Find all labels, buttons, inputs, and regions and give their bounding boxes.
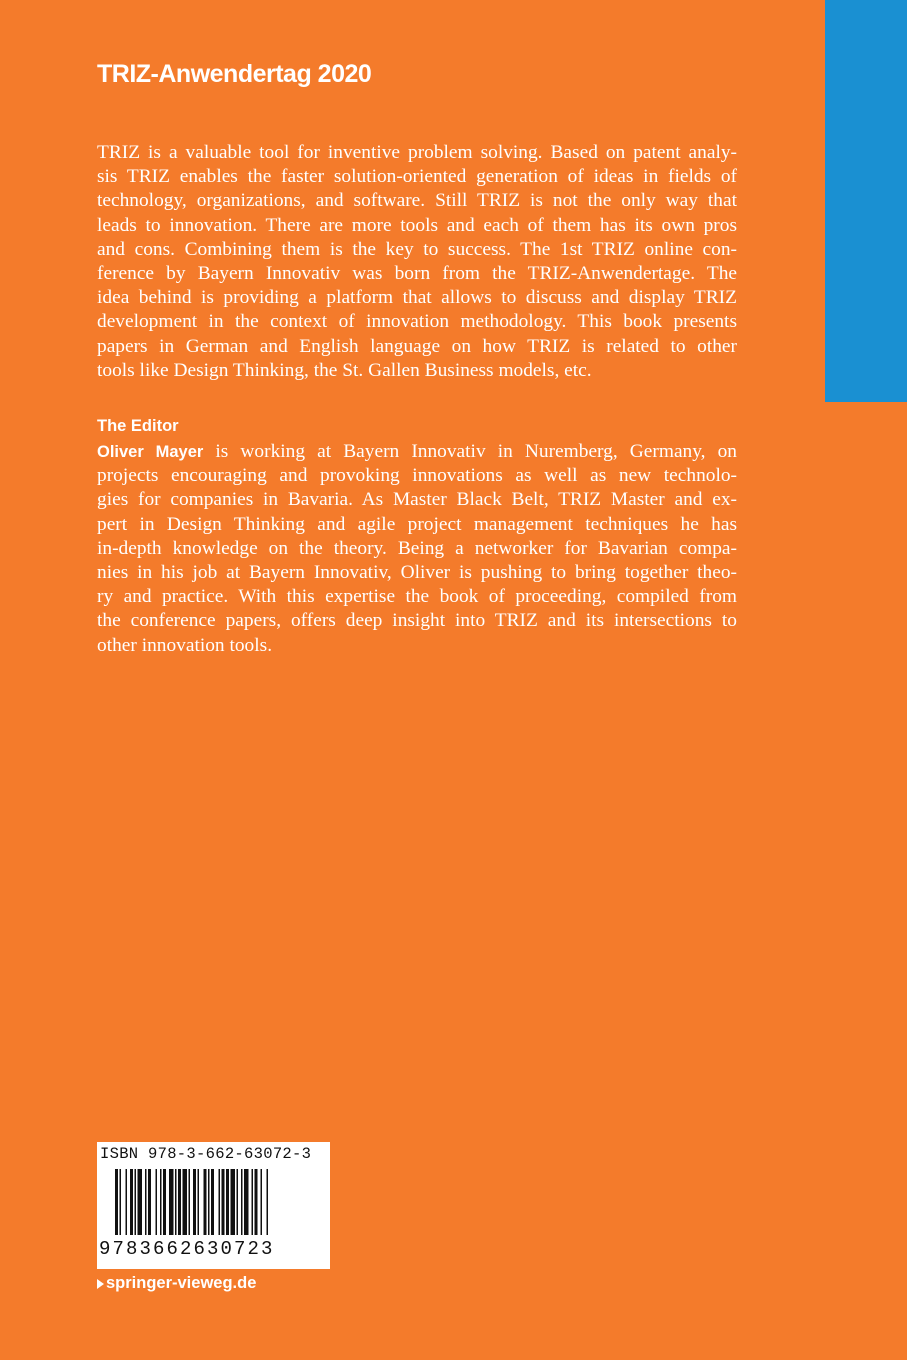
isbn-barcode — [97, 1142, 330, 1269]
editor-line: pert in Design Thinking and agile project management techniques he has — [97, 513, 737, 535]
description-line: papers in German and English language on how TRIZ is related to other — [97, 335, 737, 357]
description-line: and cons. Combining them is the key to success. The 1st TRIZ online con- — [97, 238, 737, 260]
editor-line: ry and practice. With this expertise the book of proceeding, compiled from — [97, 586, 737, 608]
editor-line: in-depth knowledge on the theory. Being a networker for Bavarian compa- — [97, 537, 737, 559]
isbn-label: ISBN 978-3-662-63072-3 — [100, 1145, 312, 1163]
description-line: development in the context of innovation methodology. This book presents — [97, 311, 737, 333]
barcode-bars — [99, 1169, 328, 1239]
play-arrow-icon — [97, 1279, 104, 1289]
description-line: tools like Design Thinking, the St. Gallen Business models, etc. — [97, 359, 592, 381]
editor-line: gies for companies in Bavaria. As Master Black Belt, TRIZ Master and ex- — [97, 489, 737, 511]
editor-line: projects encouraging and provoking innovations as well as new technolo- — [97, 465, 737, 487]
editor-bio — [97, 440, 737, 658]
editor-name: Oliver Mayer — [97, 443, 204, 461]
description-line: sis TRIZ enables the faster solution-oriented generation of ideas in fields of — [97, 166, 737, 188]
editor-line: nies in his job at Bayern Innovativ, Oliver is pushing to bring together theo- — [97, 562, 737, 584]
blue-cover-tab — [825, 0, 907, 402]
description-line: leads to innovation. There are more tools and each of them has its own pros — [97, 214, 737, 236]
editor-heading: The Editor — [97, 417, 179, 435]
book-description — [97, 141, 737, 383]
description-line: TRIZ is a valuable tool for inventive problem solving. Based on patent analy- — [97, 142, 737, 163]
publisher-website[interactable] — [97, 1274, 256, 1293]
barcode-digits: 9783662630723 — [99, 1238, 275, 1260]
description-line: ference by Bayern Innovativ was born from the TRIZ-Anwendertage. The — [97, 263, 737, 285]
editor-line: the conference papers, offers deep insight into TRIZ and its intersections to — [97, 610, 737, 632]
website-label: springer-vieweg.de — [106, 1274, 257, 1292]
book-title: TRIZ-Anwendertag 2020 — [97, 60, 372, 88]
description-line: idea behind is providing a platform that allows to discuss and display TRIZ — [97, 287, 737, 309]
editor-line: is working at Bayern Innovativ in Nuremberg, Germany, on — [203, 441, 738, 462]
editor-line-first — [97, 440, 737, 464]
editor-line: other innovation tools. — [97, 634, 273, 656]
description-line: technology, organizations, and software. Still TRIZ is not the only way that — [97, 190, 737, 212]
